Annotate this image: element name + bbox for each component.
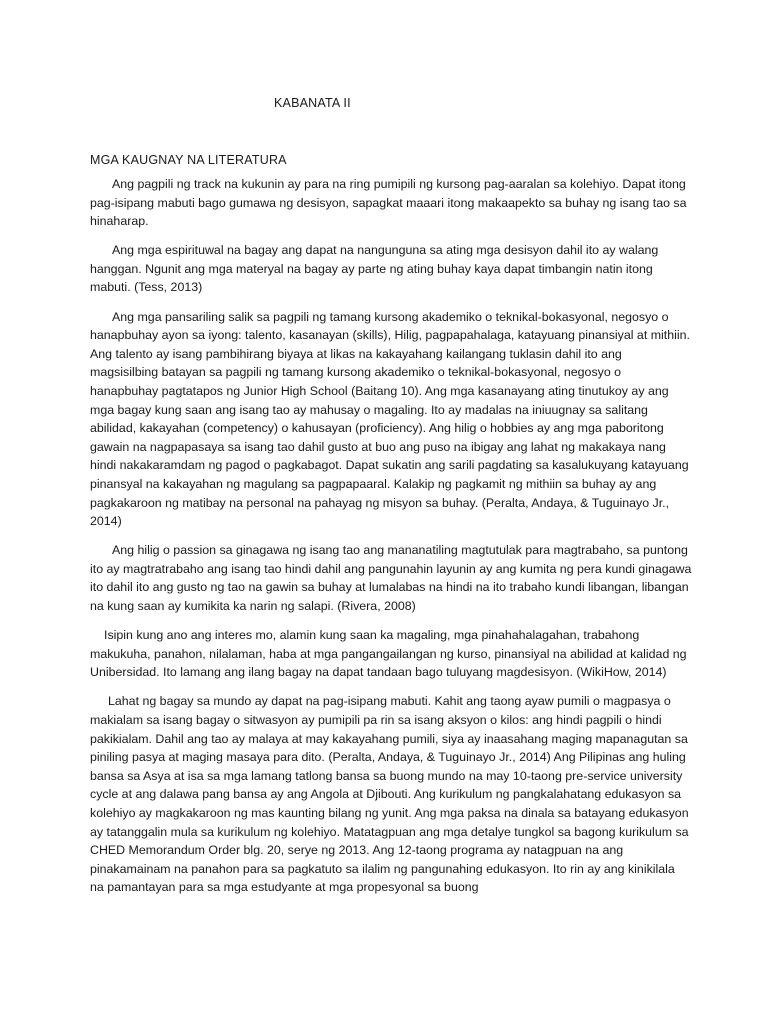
paragraph-spiritual-material: Ang mga espirituwal na bagay ang dapat na nangunguna sa ating mga desisyon dahil ito ay walang hanggan. Ngunit ang mga materyal na bagay ay parte ng ating buhay kaya dapat timbangin natin itong mabuti. (Tess, 2013) [90,243,659,295]
paragraph-track-selection: Ang pagpili ng track na kukunin ay para na ring pumipili ng kursong pag-aaralan sa kolehiyo. Dapat itong pag-isipang mabuti bago gumawa ng desisyon, sapagkat maaari itong makaapekto sa buhay ng isang tao sa hinaharap. [90,177,687,229]
section-heading: MGA KAUGNAY NA LITERATURA [90,153,287,167]
document-body [90,175,692,907]
paragraph-personal-factors: Ang mga pansariling salik sa pagpili ng tamang kursong akademiko o teknikal-bokasyonal, negosyo o hanapbuhay ayon sa iyong: talento, kasanayan (skills), Hilig, pagpapahalaga, katayuang pinansiyal at mithiin. Ang talento ay isang pambihirang biyaya at likas na kakayahang kailangang tuklasin dahil ito ang magsisilbing batayan sa pagpili ng tamang kursong akademiko o teknikal-bokasyonal, negosyo o hanapbuhay pagtatapos ng Junior High School (Baitang 10). Ang mga kasanayang ating tinutukoy ay ang mga bagay kung saan ang isang tao ay mahusay o magaling. Ito ay madalas na iniuugnay sa salitang abilidad, kakayahan (competency) o kahusayan (proficiency). Ang hilig o hobbies ay ang mga paboritong gawain na nagpapasaya sa isang tao dahil gusto at buo ang puso na ibigay ang lahat ng makakaya nang hindi nakakaramdam ng pagod o pagkabagot. Dapat sukatin ang sarili pagdating sa kasalukuyang katayuang pinansyal na kakayahan ng magulang sa pagpapaaral. Kalakip ng pagkamit ng mithiin sa buhay ay ang pagkakaroon ng matibay na personal na pahayag ng misyon sa buhay. (Peralta, Andaya, & Tuguinayo Jr., 2014) [90,309,690,529]
chapter-title: KABANATA II [274,96,351,110]
paragraph-decision-curriculum: Lahat ng bagay sa mundo ay dapat na pag-isipang mabuti. Kahit ang taong ayaw pumili o magpasya o makialam sa isang bagay o sitwasyon ay pumipili pa rin sa isang aksyon o kilos: ang hindi pagpili o hindi pakikialam. Dahil ang tao ay malaya at may kakayahang pumili, siya ay inaasahang maging mapanagutan sa piniling pasya at maging masaya para dito. (Peralta, Andaya, & Tuguinayo Jr., 2014) Ang Pilipinas ang huling bansa sa Asya at isa sa mga lamang tatlong bansa sa buong mundo na may 10-taong pre-service university cycle at ang dalawa pang bansa ay ang Angola at Djibouti. Ang kurikulum ng pangkalahatang edukasyon sa kolehiyo ay magkakaroon ng mas kaunting bilang ng yunit. Ang mga paksa na dinala sa batayang edukasyon ay tatanggalin mula sa kurikulum ng kolehiyo. Matatagpuan ang mga detalye tungkol sa bagong kurikulum sa CHED Memorandum Order blg. 20, serye ng 2013. Ang 12-taong programa ay natagpuan na ang pinakamainam na panahon para sa pagkatuto sa ilalim ng pangunahing edukasyon. Ito rin ay ang kinikilala na pamantayan para sa mga estudyante at mga propesyonal sa buong [90,694,689,895]
paragraph-interests: Isipin kung ano ang interes mo, alamin kung saan ka magaling, mga pinahahalagahan, trabahong makukuha, panahon, nilalaman, haba at mga pangangailangan ng kurso, pinansiyal na abilidad at kalidad ng Unibersidad. Ito lamang ang ilang bagay na dapat tandaan bago tuluyang magdesisyon. (WikiHow, 2014) [90,628,687,680]
paragraph-passion: Ang hilig o passion sa ginagawa ng isang tao ang mananatiling magtutulak para magtrabaho, sa puntong ito ay magtratrabaho ang isang tao hindi dahil ang pangunahin layunin ay ang kumita ng pera kundi ginagawa ito dahil ito ang gusto ng tao na gawin sa buhay at lumalabas na hindi na ito trabaho kundi libangan, libangan na kung saan ay kumikita ka narin ng salapi. (Rivera, 2008) [90,543,692,613]
